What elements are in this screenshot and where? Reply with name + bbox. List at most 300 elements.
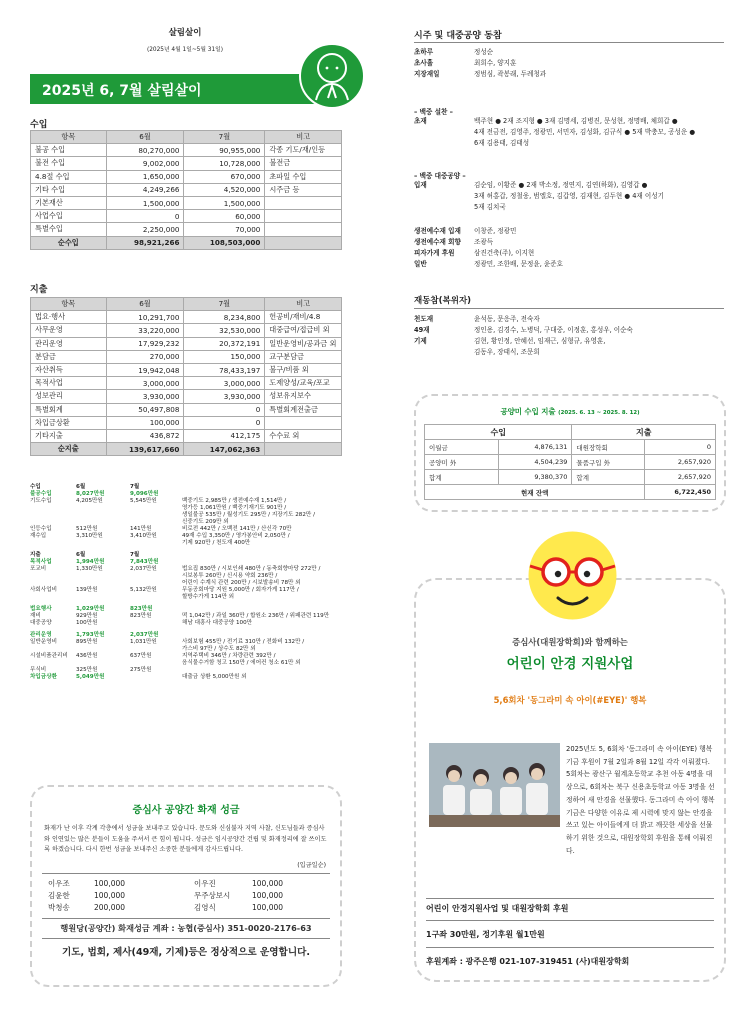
detail-cell: 5,132만원: [130, 587, 157, 593]
kv-key: 생전예수재 입재: [414, 227, 461, 235]
fire-donation-box: [30, 785, 342, 987]
support-title: 어린이 안경지원사업 및 대원장학회 후원: [426, 904, 569, 913]
table-cell: 도제양성/교육/포교: [265, 377, 342, 390]
detail-cell: 시설비품관리비: [30, 653, 68, 659]
kv-value: 삼진건축(주), 이지현: [474, 249, 535, 257]
donor-cell: 100,000: [252, 878, 284, 888]
table-cell: 사무운영: [31, 324, 107, 337]
kv-value: 정성순: [474, 48, 494, 56]
table-cell: [265, 196, 342, 209]
detail-row: [30, 559, 342, 566]
banner-title: 2025년 6, 7월 살림살이: [42, 83, 202, 99]
kv-row: [414, 336, 724, 347]
glasses-box: [414, 578, 726, 982]
baekjung-gong: [414, 162, 724, 213]
detail-cell: [76, 519, 130, 526]
table-cell: 32,530,000: [184, 324, 265, 337]
table-row: [31, 363, 342, 376]
detail-row: [30, 573, 342, 580]
table-cell: 150,000: [184, 350, 265, 363]
table-row: [31, 223, 342, 236]
table-cell: 2,250,000: [106, 223, 184, 236]
gong-balance-row: [425, 485, 716, 500]
detail-cell: 3,310만원: [76, 533, 103, 539]
detail-cell: 사회사업비: [30, 587, 58, 593]
gong-title-line: [416, 406, 724, 417]
donors-top: [414, 47, 724, 80]
kv-key: 생전예수재 회향: [414, 238, 461, 246]
detail-row: [30, 606, 342, 613]
detail-row: [30, 620, 342, 627]
table-cell: 특별수입: [31, 223, 107, 236]
detail-cell: 법요행사: [30, 606, 52, 612]
kv-row: [414, 58, 724, 69]
gong-cell: 0: [645, 440, 716, 455]
glasses-org: 증심사(대원장학회)와 함께하는: [512, 637, 628, 647]
kv-row: [414, 347, 724, 358]
detail-cell: 대중공양: [30, 620, 52, 626]
gong-cell: 이월금: [425, 440, 499, 455]
donor-cell: 김영식: [194, 902, 216, 912]
table-cell: 70,000: [184, 223, 265, 236]
kv-value: 조광득: [474, 238, 494, 246]
baekjung-sulchan: [414, 98, 724, 149]
detail-cell: [76, 660, 130, 667]
detail-cell: [182, 632, 342, 639]
total-row: [31, 236, 342, 249]
table-cell: 100,000: [106, 416, 184, 429]
total-cell: 108,503,000: [184, 236, 265, 249]
table-cell: [265, 416, 342, 429]
support-amount: 1구좌 30만원, 정기후원 월1만원: [426, 930, 545, 939]
kv-row: [414, 226, 724, 237]
detail-cell: [130, 573, 182, 580]
detail-cell: 음식물수거함 청고 150만 / 에어컨 청소 61만 외: [182, 660, 301, 666]
children-photo: [429, 743, 560, 827]
detail-cell: [182, 559, 342, 566]
kv-key: 피자가게 후원: [414, 249, 455, 257]
table-cell: 50,497,808: [106, 403, 184, 416]
gong-row: [425, 455, 716, 470]
kv-key: [414, 347, 474, 358]
detail-cell: 지역주택비 346만 / 차량관련 392만 /: [182, 653, 276, 659]
expense-header: 7월: [184, 298, 265, 311]
detail-cell: [30, 646, 76, 653]
table-cell: 670,000: [184, 170, 265, 183]
detail-cell: [30, 505, 76, 512]
income-header: 7월: [184, 131, 265, 144]
table-cell: 불전 수입: [31, 157, 107, 170]
table-cell: 1,500,000: [184, 196, 265, 209]
kv-value: 김동우, 장태식, 조문희: [474, 348, 540, 356]
gong-row: [425, 440, 716, 455]
kv-value: 김현, 황인정, 안혜선, 임재근, 심형규, 유영훈,: [474, 337, 606, 345]
detail-row: [30, 660, 342, 667]
baekjung-gong-line: 5재 김치국: [474, 203, 506, 211]
detail-cell: 재수입: [30, 533, 47, 539]
detail-cell: 백중기도 2,985만 / 생전예수재 1,514만 /: [182, 498, 287, 504]
table-cell: 불구/비품 외: [265, 363, 342, 376]
fire-unit: (입금일순): [297, 861, 326, 869]
fire-account: 행원당(공양간) 화재성금 계좌 : 농협(증심사) 351-0020-2176-63: [60, 922, 312, 933]
detail-cell: 대출금 상환 5,000만원 외: [182, 674, 247, 680]
donor-cell: 이우조: [48, 878, 70, 888]
detail-cell: 1,793만원: [76, 632, 105, 638]
kv-row: [414, 47, 724, 58]
detail-row: [30, 484, 342, 491]
detail-cell: [30, 519, 76, 526]
table-cell: 1,500,000: [106, 196, 184, 209]
table-row: [31, 403, 342, 416]
detail-cell: 436만원: [76, 653, 98, 659]
detail-list: [30, 484, 342, 681]
income-header: 6월: [106, 131, 184, 144]
kv-row: [414, 325, 724, 336]
detail-cell: 7월: [130, 484, 140, 490]
kv-key: 지장재일: [414, 70, 440, 78]
detail-cell: 포교비: [30, 566, 47, 572]
table-cell: 412,175: [184, 429, 265, 442]
gong-row: [425, 470, 716, 485]
total-cell: 98,921,266: [106, 236, 184, 249]
income-table: [30, 130, 342, 250]
detail-row: [30, 632, 342, 639]
detail-cell: 재비: [30, 613, 41, 619]
monk-icon: [298, 42, 366, 110]
gong-balance-label: 현재 잔액: [425, 485, 645, 500]
baekjung-gong-key: 입재: [414, 181, 427, 189]
detail-cell: [130, 594, 182, 601]
kv-row: [414, 248, 724, 259]
kv-row: [414, 69, 724, 80]
detail-row: [30, 526, 342, 533]
detail-cell: [76, 573, 130, 580]
baekjung-sulchan-line: 6재 김용태, 김태성: [474, 139, 530, 147]
table-cell: [265, 210, 342, 223]
detail-cell: 관리운영: [30, 632, 52, 638]
detail-cell: 떡 1,042만 / 과일 360만 / 합원소 236만 / 위패관련 119만: [182, 613, 330, 619]
detail-cell: 1,029만원: [76, 606, 105, 612]
table-cell: 교구분담금: [265, 350, 342, 363]
detail-cell: 49재 수입 3,350만 / 영가봉안비 2,050만 /: [182, 533, 290, 539]
table-cell: 20,372,191: [184, 337, 265, 350]
detail-cell: 일반운영비: [30, 639, 58, 645]
table-cell: 3,000,000: [106, 377, 184, 390]
detail-cell: [130, 674, 182, 681]
table-cell: 시주금 등: [265, 183, 342, 196]
gong-cell: 공양미 外: [425, 455, 499, 470]
detail-row: [30, 533, 342, 540]
detail-cell: 2,037만원: [130, 566, 157, 572]
table-row: [31, 416, 342, 429]
detail-row: [30, 552, 342, 559]
table-cell: 목적사업: [31, 377, 107, 390]
baekjung-sulchan-head: – 백중 설찬 –: [414, 108, 453, 116]
donor-cell: 100,000: [94, 878, 126, 888]
glasses-title: 어린이 안경 지원사업: [506, 656, 634, 672]
table-cell: 3,930,000: [184, 390, 265, 403]
detail-cell: 무동공회마당 지원 5,000만 / 회자가게 117만 /: [182, 587, 299, 593]
expense-header: 항목: [31, 298, 107, 311]
detail-cell: 3,410만원: [130, 533, 157, 539]
table-cell: 초파일 수입: [265, 170, 342, 183]
gong-box: [414, 394, 726, 512]
donor-row: [48, 878, 340, 890]
detail-cell: [182, 552, 342, 559]
detail-cell: [130, 646, 182, 653]
baekjung-gong-line: 3재 허홍갑, 정철웅, 범엘호, 김갑영, 김재현, 김두현 ● 4재 이성기: [474, 192, 664, 200]
jaedong-title: 재동참(복위자): [414, 296, 472, 306]
fire-note: 기도, 법회, 제사(49재, 기제)등은 정상적으로 운영합니다.: [61, 946, 311, 958]
table-cell: 기타지출: [31, 429, 107, 442]
donor-cell: 김윤한: [48, 890, 70, 900]
detail-row: [30, 498, 342, 505]
donor-cell: 박청송: [48, 902, 70, 912]
detail-cell: 영가등 1,061만원 / 백중기재기도 901만 /: [182, 505, 287, 511]
table-cell: [265, 223, 342, 236]
table-cell: 차입금상환: [31, 416, 107, 429]
donors-title: 시주 및 대중공양 동참: [414, 31, 502, 41]
table-cell: 특별회계: [31, 403, 107, 416]
fire-body: 화재가 난 이후 각계 각층에서 성금을 보내주고 있습니다. 문도와 신심불자 지역 사찰, 신도님들과 증심사와 인연있는 많은 분들이 도움을 주셔서 큰 힘이 됩니다. 성금은 임시공양간 건립 및 화재정리에 잘 쓰이도록 하겠습니다. 다시 한번 성금을 보내주신 소중한 분들에게 감사드립니다.: [44, 825, 327, 853]
table-cell: 78,433,197: [184, 363, 265, 376]
kv-value: 정인용, 김경수, 노병덕, 구대중, 이정훈, 홍성우, 이순숙: [474, 326, 633, 334]
donor-cell: 200,000: [94, 902, 126, 912]
gong-cell: 합계: [572, 470, 645, 485]
table-cell: 8,234,800: [184, 311, 265, 324]
detail-row: [30, 519, 342, 526]
table-cell: 17,929,232: [106, 337, 184, 350]
total-cell: [265, 443, 342, 456]
total-cell: 139,617,660: [106, 443, 184, 456]
detail-cell: [182, 484, 342, 491]
table-row: [31, 210, 342, 223]
detail-row: [30, 505, 342, 512]
detail-cell: 기제 920만 / 천도재 400만: [182, 540, 251, 546]
detail-row: [30, 653, 342, 660]
table-cell: 60,000: [184, 210, 265, 223]
expense-table: [30, 297, 342, 456]
page-period: (2025년 4월 1일~5월 31일): [146, 47, 224, 53]
detail-cell: [182, 606, 342, 613]
table-row: [31, 377, 342, 390]
detail-cell: 7월: [130, 552, 140, 558]
detail-row: [30, 540, 342, 547]
detail-cell: [130, 580, 182, 587]
table-cell: 80,270,000: [106, 144, 184, 157]
detail-cell: 신중기도 209만 외: [182, 519, 229, 525]
detail-cell: 9,096만원: [130, 491, 159, 497]
kv-value: 정광민, 조한배, 문정윤, 윤준호: [474, 260, 564, 268]
detail-cell: 6월: [76, 552, 86, 558]
detail-cell: 시보봉투 260만 / 신시용 약회 236만 /: [182, 573, 278, 579]
detail-cell: 8,027만원: [76, 491, 105, 497]
table-cell: 0: [106, 210, 184, 223]
detail-row: [30, 639, 342, 646]
table-cell: 4,249,266: [106, 183, 184, 196]
table-cell: 성보관리: [31, 390, 107, 403]
kv-key: 기제: [414, 337, 427, 345]
detail-cell: [30, 660, 76, 667]
expense-header: 비고: [265, 298, 342, 311]
table-cell: 3,000,000: [184, 377, 265, 390]
detail-row: [30, 512, 342, 519]
detail-cell: [30, 540, 76, 547]
children-photo-art: [429, 743, 560, 827]
kv-value: 윤석동, 문응주, 전숙자: [474, 315, 540, 323]
kv-value: 최희수, 양지훈: [474, 59, 517, 67]
table-cell: 성보유지보수: [265, 390, 342, 403]
total-cell: [265, 236, 342, 249]
detail-cell: [182, 491, 342, 498]
kv-key: 초하루: [414, 48, 434, 56]
detail-cell: [130, 660, 182, 667]
detail-row: [30, 587, 342, 594]
detail-cell: 생일불공 535만 / 월성기도 295만 / 지장기도 282만 /: [182, 512, 315, 518]
detail-cell: 1,330만원: [76, 566, 103, 572]
fire-title: 증심사 공양간 화재 성금: [132, 805, 240, 816]
detail-cell: [130, 540, 182, 547]
detail-cell: 5,049만원: [76, 674, 105, 680]
expense-heading: 지출: [30, 285, 48, 295]
table-cell: 헌공비/재비/4.8: [265, 311, 342, 324]
table-cell: 1,650,000: [106, 170, 184, 183]
table-row: [31, 196, 342, 209]
detail-row: [30, 674, 342, 681]
detail-cell: 1,031만원: [130, 639, 157, 645]
total-cell: 순지출: [31, 443, 107, 456]
banner: [30, 74, 342, 104]
detail-cell: [130, 512, 182, 519]
baekjung-sulchan-line: 백주현 ● 2재 조지형 ● 3재 김명세, 김병진, 문성현, 정명배, 체희갑 ●: [474, 117, 678, 125]
gong-title: 공양미 수입 지출: [500, 407, 556, 416]
detail-cell: 929만원: [76, 613, 98, 619]
kv-row: [414, 237, 724, 248]
table-row: [31, 350, 342, 363]
glasses-body: 2025년도 5, 6회차 '동그라미 속 아이(EYE) 행복기금 후원이 7월 2일과 8월 12일 각각 이뤄졌다. 5회차는 광산구 월계초등학교 추천 아동 4명을 대상으로, 6회차는 북구 신용초등학교 아동 3명을 선정하여 새 안경을 선물했다. 동그라미 속 아이 행복기금은 다양한 이유로 제 시력에 맞지 않는 안경을 쓰고 있는 아이들에게 더 밝고 깨끗한 세상을 선물하기 위한 것으로, 대원장학회 후원을 통해 이뤄진다.: [566, 745, 715, 855]
table-cell: 기타 수입: [31, 183, 107, 196]
donor-cell: 이우진: [194, 878, 216, 888]
table-row: [31, 311, 342, 324]
baekjung-sulchan-key: 초재: [414, 117, 427, 125]
detail-cell: 637만원: [130, 653, 152, 659]
kv-value: 정범심, 곽봉래, 두례청과: [474, 70, 547, 78]
detail-cell: 목적사업: [30, 559, 52, 565]
gong-cell: 2,657,920: [645, 455, 716, 470]
detail-cell: [76, 646, 130, 653]
detail-cell: [130, 505, 182, 512]
gong-cell: 4,504,239: [498, 455, 571, 470]
table-cell: 수수료 외: [265, 429, 342, 442]
table-cell: 10,728,000: [184, 157, 265, 170]
table-cell: 3,930,000: [106, 390, 184, 403]
table-row: [31, 144, 342, 157]
detail-cell: 100만원: [76, 620, 98, 626]
table-cell: 436,872: [106, 429, 184, 442]
table-cell: 0: [184, 416, 265, 429]
detail-row: [30, 566, 342, 573]
table-cell: 분담금: [31, 350, 107, 363]
gong-cell: 물품구입 外: [572, 455, 645, 470]
gong-in-header: 수입: [425, 425, 572, 440]
table-cell: 4,520,000: [184, 183, 265, 196]
donor-row: [48, 890, 340, 902]
kv-key: 일반: [414, 260, 427, 268]
detail-cell: 1,994만원: [76, 559, 105, 565]
detail-row: [30, 580, 342, 587]
table-cell: 관리운영: [31, 337, 107, 350]
table-cell: 특별회계전출금: [265, 403, 342, 416]
income-header: 비고: [265, 131, 342, 144]
detail-row: [30, 491, 342, 498]
table-cell: 90,955,000: [184, 144, 265, 157]
donor-cell: 100,000: [252, 890, 284, 900]
total-cell: 147,062,363: [184, 443, 265, 456]
detail-cell: 무식비: [30, 667, 47, 673]
detail-cell: 823만원: [130, 613, 152, 619]
expense-header: 6월: [106, 298, 184, 311]
detail-row: [30, 646, 342, 653]
detail-cell: [76, 594, 130, 601]
detail-cell: 어린이 수계식 관련 200만 / 시보발송비 78만 외: [182, 580, 301, 586]
table-cell: 9,002,000: [106, 157, 184, 170]
table-cell: 각종 기도/재/인등: [265, 144, 342, 157]
detail-row: [30, 594, 342, 601]
table-row: [31, 429, 342, 442]
detail-cell: [130, 620, 182, 627]
table-cell: 사업수입: [31, 210, 107, 223]
total-row: [31, 443, 342, 456]
table-cell: 일반운영비/공과금 외: [265, 337, 342, 350]
income-heading: 수입: [30, 120, 48, 130]
donors-misc: [414, 226, 724, 270]
table-cell: 19,942,048: [106, 363, 184, 376]
detail-cell: 895만원: [76, 639, 98, 645]
detail-cell: 7,843만원: [130, 559, 159, 565]
detail-cell: 139만원: [76, 587, 98, 593]
detail-cell: 4,205만원: [76, 498, 103, 504]
detail-cell: [76, 505, 130, 512]
kv-row: [414, 259, 724, 270]
gong-balance-value: 6,722,450: [645, 485, 716, 500]
table-cell: 불전금: [265, 157, 342, 170]
detail-cell: [30, 580, 76, 587]
detail-cell: [76, 540, 130, 547]
support-account: 후원계좌 : 광주은행 021-107-319451 (사)대원장학회: [426, 957, 630, 966]
table-row: [31, 324, 342, 337]
table-cell: 4.8절 수입: [31, 170, 107, 183]
gong-cell: 대원장학회: [572, 440, 645, 455]
table-row: [31, 337, 342, 350]
donor-cell: 무주상보시: [194, 890, 231, 900]
kv-row: [414, 314, 724, 325]
detail-cell: 비로전 442만 / 오백전 141만 / 산신각 70만: [182, 526, 292, 532]
page-title-block: [30, 26, 340, 53]
table-cell: 불공 수입: [31, 144, 107, 157]
detail-cell: 가스비 97만 / 상수도 82만 외: [182, 646, 256, 652]
detail-cell: 823만원: [130, 606, 153, 612]
gong-cell: 4,876,131: [498, 440, 571, 455]
table-cell: 기본재산: [31, 196, 107, 209]
detail-cell: [30, 594, 76, 601]
table-cell: 자산취득: [31, 363, 107, 376]
baekjung-gong-head: – 백중 대중공양 –: [414, 172, 466, 180]
detail-cell: 2,037만원: [130, 632, 159, 638]
table-cell: 0: [184, 403, 265, 416]
detail-cell: 기도수입: [30, 498, 52, 504]
gong-cell: 합계: [425, 470, 499, 485]
detail-row: [30, 613, 342, 620]
